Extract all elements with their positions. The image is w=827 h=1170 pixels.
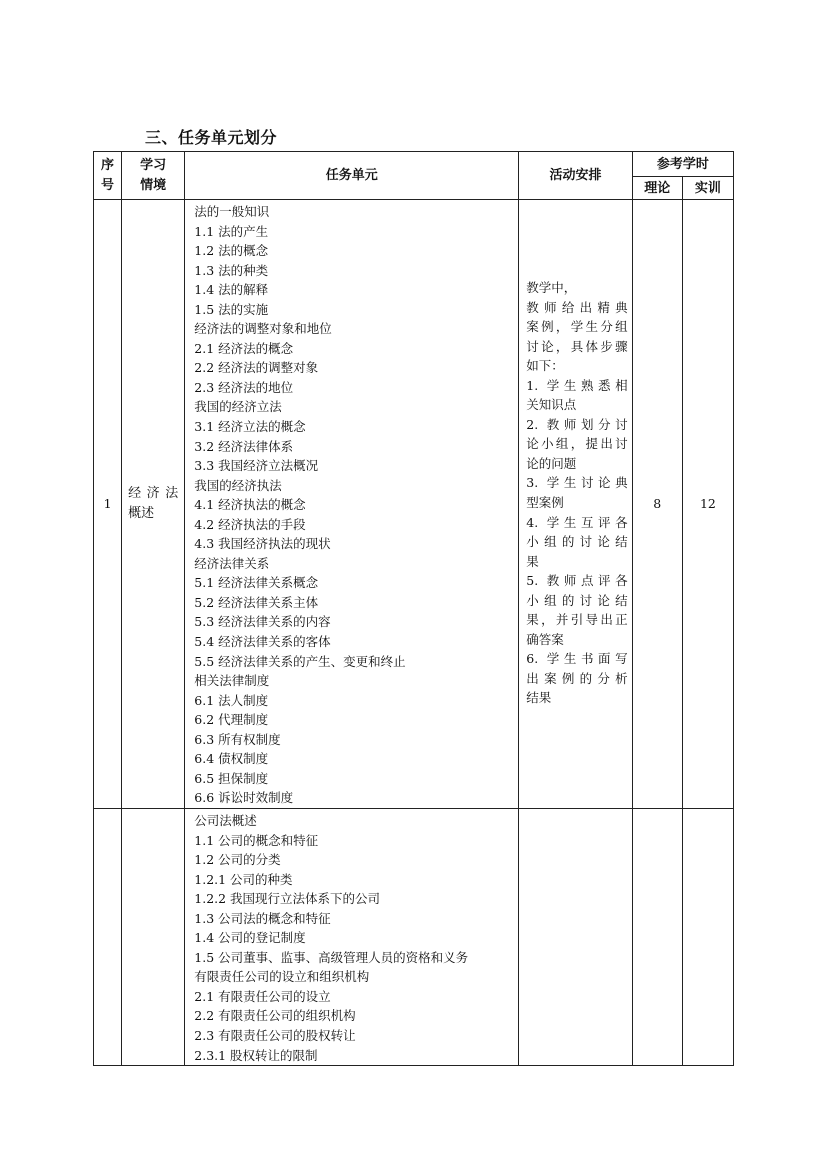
row-theory-hours: 8 — [632, 200, 682, 809]
row-practice-hours: 12 — [682, 200, 733, 809]
task-item: 5.3 经济法律关系的内容 — [194, 614, 331, 630]
header-task: 任务单元 — [185, 152, 519, 200]
header-situation-line1: 学习 — [140, 157, 167, 173]
task-item: 6.3 所有权制度 — [194, 731, 281, 747]
task-unit-table — [93, 151, 734, 1066]
row-situation: 经济法概述 — [122, 200, 185, 809]
section-heading: 三、任务单元划分 — [145, 128, 278, 147]
activity-line: 论小组，提出讨 — [526, 436, 628, 452]
task-item: 2.2 有限责任公司的组织机构 — [194, 1008, 356, 1024]
task-item: 1.5 法的实施 — [194, 301, 269, 317]
task-item: 我国的经济执法 — [194, 477, 282, 493]
task-item: 6.4 债权制度 — [194, 751, 269, 767]
activity-line: 2. 教师划分讨 — [526, 416, 628, 432]
task-item: 5.4 经济法律关系的客体 — [194, 634, 331, 650]
activity-line: 果，并引导出正 — [526, 612, 628, 628]
header-hours: 参考学时 — [632, 152, 733, 177]
task-item: 4.1 经济执法的概念 — [194, 497, 306, 513]
activity-line: 出案例的分析 — [526, 670, 628, 686]
row-theory-hours — [632, 808, 682, 1065]
activity-line: 如下： — [526, 358, 564, 374]
activity-line: 型案例 — [526, 495, 564, 511]
header-index — [94, 152, 122, 200]
activity-line: 教师给出精典 — [526, 299, 628, 315]
header-situation-line2: 情境 — [140, 177, 167, 193]
row-activity — [519, 808, 632, 1065]
task-item: 6.1 法人制度 — [194, 692, 269, 708]
task-item: 2.3 经济法的地位 — [194, 379, 294, 395]
row-index: 1 — [94, 200, 122, 809]
task-item: 经济法的调整对象和地位 — [194, 321, 332, 337]
task-item: 经济法律关系 — [194, 555, 270, 571]
header-situation — [122, 152, 185, 200]
task-item: 1.2.1 公司的种类 — [194, 871, 293, 887]
task-item: 4.2 经济执法的手段 — [194, 516, 306, 532]
table-row — [94, 808, 734, 1065]
activity-line: 3. 学生讨论典 — [526, 475, 628, 491]
task-item: 2.1 经济法的概念 — [194, 340, 294, 356]
task-item: 2.3 有限责任公司的股权转让 — [194, 1027, 356, 1043]
activity-line: 论的问题 — [526, 455, 577, 471]
task-item: 1.3 公司法的概念和特征 — [194, 910, 331, 926]
task-item: 6.5 担保制度 — [194, 770, 269, 786]
activity-line: 5. 教师点评各 — [526, 573, 628, 589]
activity-line: 1. 学生熟悉相 — [526, 377, 628, 393]
row-index — [94, 808, 122, 1065]
header-activity: 活动安排 — [519, 152, 632, 200]
task-item: 1.2 法的概念 — [194, 243, 269, 259]
header-theory: 理论 — [632, 177, 682, 200]
activity-line: 案例，学生分组 — [526, 319, 628, 335]
activity-line: 小组的讨论结 — [526, 592, 628, 608]
task-item: 3.3 我国经济立法概况 — [194, 458, 319, 474]
task-item: 1.3 法的种类 — [194, 262, 269, 278]
task-item: 1.4 公司的登记制度 — [194, 930, 306, 946]
table-row — [94, 200, 734, 809]
task-item: 1.1 公司的概念和特征 — [194, 832, 319, 848]
task-item: 相关法律制度 — [194, 673, 270, 689]
activity-line: 小组的讨论结 — [526, 534, 628, 550]
activity-line: 教学中， — [526, 280, 577, 295]
header-index-line2: 号 — [101, 177, 115, 193]
task-item: 4.3 我国经济执法的现状 — [194, 536, 331, 552]
header-practice: 实训 — [682, 177, 733, 200]
task-item: 6.2 代理制度 — [194, 712, 269, 728]
task-item: 1.2.2 我国现行立法体系下的公司 — [194, 891, 381, 907]
row-tasks — [185, 200, 519, 809]
activity-line: 讨论，具体步骤 — [526, 338, 628, 354]
activity-line: 关知识点 — [526, 397, 577, 413]
activity-line: 果 — [526, 553, 539, 569]
task-item: 1.2 公司的分类 — [194, 852, 281, 868]
row-situation — [122, 808, 185, 1065]
task-item: 2.3.1 股权转让的限制 — [194, 1047, 318, 1063]
row-activity — [519, 200, 632, 809]
task-item: 5.1 经济法律关系概念 — [194, 575, 319, 591]
task-item: 3.2 经济法律体系 — [194, 438, 294, 454]
task-item: 法的一般知识 — [194, 204, 270, 219]
task-item: 1.5 公司董事、监事、高级管理人员的资格和义务 — [194, 949, 469, 965]
header-index-line1: 序 — [101, 157, 115, 173]
activity-line: 4. 学生互评各 — [526, 514, 628, 530]
task-item: 有限责任公司的设立和组织机构 — [194, 969, 370, 985]
row-tasks — [185, 808, 519, 1065]
activity-line: 6. 学生书面写 — [526, 651, 628, 667]
task-item: 5.2 经济法律关系主体 — [194, 594, 319, 610]
task-item: 2.2 经济法的调整对象 — [194, 360, 319, 376]
task-item: 3.1 经济立法的概念 — [194, 419, 306, 435]
task-item: 公司法概述 — [194, 812, 257, 828]
task-item: 我国的经济立法 — [194, 399, 282, 415]
task-item: 2.1 有限责任公司的设立 — [194, 988, 331, 1004]
row-practice-hours — [682, 808, 733, 1065]
activity-line: 确答案 — [526, 631, 564, 647]
task-item: 1.4 法的解释 — [194, 282, 269, 298]
task-item: 5.5 经济法律关系的产生、变更和终止 — [194, 653, 406, 669]
activity-line: 结果 — [526, 690, 552, 706]
task-item: 1.1 法的产生 — [194, 223, 269, 239]
task-item: 6.6 诉讼时效制度 — [194, 790, 294, 806]
